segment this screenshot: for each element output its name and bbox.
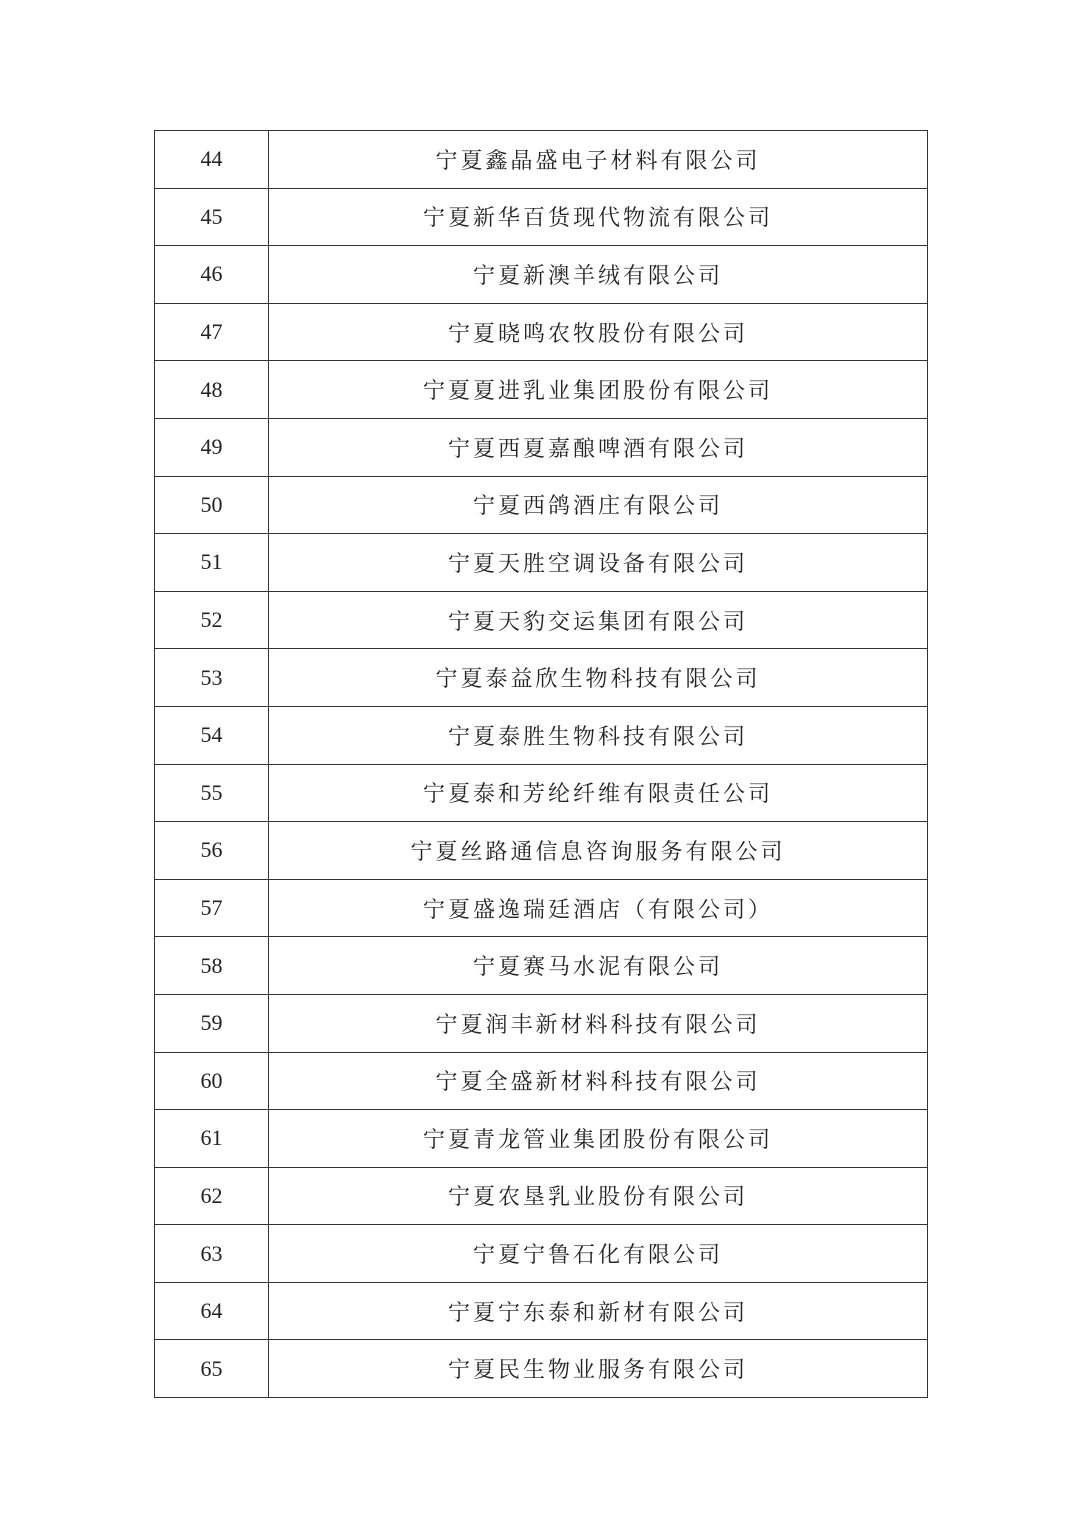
row-number-cell: 53 — [155, 649, 269, 707]
row-number-cell: 45 — [155, 188, 269, 246]
company-name-cell: 宁夏泰益欣生物科技有限公司 — [269, 649, 928, 707]
company-name-cell: 宁夏盛逸瑞廷酒店（有限公司） — [269, 879, 928, 937]
row-number-cell: 63 — [155, 1225, 269, 1283]
row-number-cell: 50 — [155, 476, 269, 534]
table-row — [155, 937, 928, 995]
row-number-cell: 61 — [155, 1110, 269, 1168]
row-number-cell: 49 — [155, 418, 269, 476]
row-number-cell: 59 — [155, 994, 269, 1052]
company-name-cell: 宁夏宁东泰和新材有限公司 — [269, 1282, 928, 1340]
row-number-cell: 65 — [155, 1340, 269, 1398]
table-row — [155, 303, 928, 361]
company-name-cell: 宁夏西鸽酒庄有限公司 — [269, 476, 928, 534]
company-name-cell: 宁夏新澳羊绒有限公司 — [269, 246, 928, 304]
company-list-body — [155, 131, 928, 1398]
table-row — [155, 1110, 928, 1168]
row-number-cell: 56 — [155, 822, 269, 880]
row-number-cell: 47 — [155, 303, 269, 361]
row-number-cell: 55 — [155, 764, 269, 822]
company-name-cell: 宁夏泰胜生物科技有限公司 — [269, 706, 928, 764]
table-row — [155, 361, 928, 419]
table-row — [155, 476, 928, 534]
table-row — [155, 591, 928, 649]
company-name-cell: 宁夏天胜空调设备有限公司 — [269, 534, 928, 592]
table-row — [155, 706, 928, 764]
company-name-cell: 宁夏民生物业服务有限公司 — [269, 1340, 928, 1398]
row-number-cell: 46 — [155, 246, 269, 304]
company-name-cell: 宁夏西夏嘉酿啤酒有限公司 — [269, 418, 928, 476]
table-row — [155, 534, 928, 592]
table-row — [155, 649, 928, 707]
row-number-cell: 48 — [155, 361, 269, 419]
table-row — [155, 188, 928, 246]
table-row — [155, 822, 928, 880]
table-row — [155, 1167, 928, 1225]
company-name-cell: 宁夏鑫晶盛电子材料有限公司 — [269, 131, 928, 189]
company-name-cell: 宁夏润丰新材料科技有限公司 — [269, 994, 928, 1052]
row-number-cell: 62 — [155, 1167, 269, 1225]
row-number-cell: 58 — [155, 937, 269, 995]
table-row — [155, 1225, 928, 1283]
company-name-cell: 宁夏青龙管业集团股份有限公司 — [269, 1110, 928, 1168]
company-name-cell: 宁夏新华百货现代物流有限公司 — [269, 188, 928, 246]
row-number-cell: 52 — [155, 591, 269, 649]
table-row — [155, 1340, 928, 1398]
row-number-cell: 60 — [155, 1052, 269, 1110]
row-number-cell: 64 — [155, 1282, 269, 1340]
table-row — [155, 1052, 928, 1110]
table-row — [155, 131, 928, 189]
row-number-cell: 54 — [155, 706, 269, 764]
company-name-cell: 宁夏全盛新材料科技有限公司 — [269, 1052, 928, 1110]
table-row — [155, 1282, 928, 1340]
company-name-cell: 宁夏宁鲁石化有限公司 — [269, 1225, 928, 1283]
table-row — [155, 246, 928, 304]
company-name-cell: 宁夏天豹交运集团有限公司 — [269, 591, 928, 649]
row-number-cell: 51 — [155, 534, 269, 592]
table-row — [155, 764, 928, 822]
company-name-cell: 宁夏赛马水泥有限公司 — [269, 937, 928, 995]
company-name-cell: 宁夏泰和芳纶纤维有限责任公司 — [269, 764, 928, 822]
company-name-cell: 宁夏农垦乳业股份有限公司 — [269, 1167, 928, 1225]
company-name-cell: 宁夏夏进乳业集团股份有限公司 — [269, 361, 928, 419]
row-number-cell: 44 — [155, 131, 269, 189]
company-name-cell: 宁夏晓鸣农牧股份有限公司 — [269, 303, 928, 361]
company-list-table — [154, 130, 928, 1398]
company-name-cell: 宁夏丝路通信息咨询服务有限公司 — [269, 822, 928, 880]
row-number-cell: 57 — [155, 879, 269, 937]
table-row — [155, 879, 928, 937]
table-row — [155, 994, 928, 1052]
table-row — [155, 418, 928, 476]
